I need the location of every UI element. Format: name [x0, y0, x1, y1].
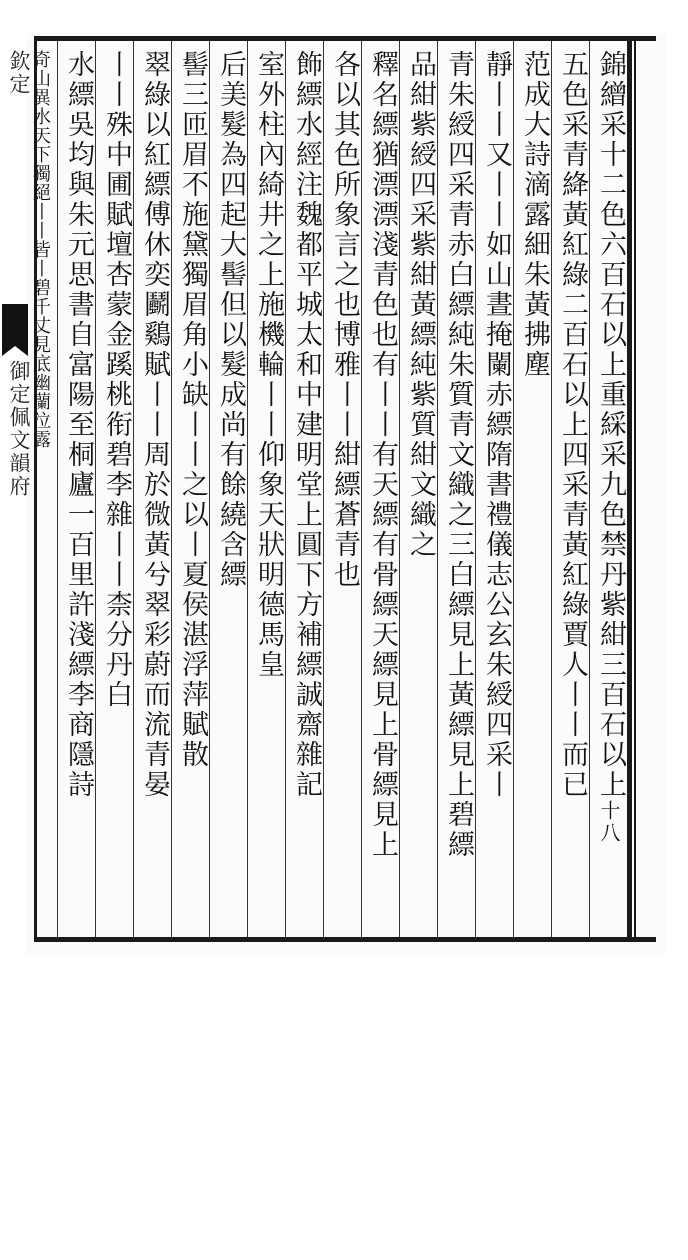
text-column-13: 翠綠以紅縹傅休奕鬬鷄賦丨丨周於微黃兮翠彩蔚而流青晏 — [139, 50, 170, 800]
text-column-11: 后美髮為四起大髻但以髮成尚有餘繞含縹 — [215, 50, 246, 590]
text-column-9: 飾縹水經注魏都平城太和中建明堂上圓下方補縹誠齋雜記 — [291, 50, 322, 800]
page-number: 十八 — [597, 800, 621, 844]
frame-border-top — [34, 36, 656, 41]
text-column-1: 錦繒采十二色六百石以上重綵采九色禁丹紫紺三百石以上 — [595, 50, 626, 800]
text-column-8: 各以其色所象言之也博雅丨丨紺縹蒼青也 — [329, 50, 360, 590]
text-column-5: 青朱綬四采青赤白縹純朱質青文織之三白縹見上黃縹見上碧縹 — [443, 50, 474, 860]
margin-header: 欽定 — [7, 50, 31, 96]
text-column-7: 釋名縹猶漂漂淺青色也有丨丨有天縹有骨縹天縹見上骨縹見上 — [367, 50, 398, 860]
frame-border-bottom — [34, 937, 656, 942]
margin-book-title: 御定佩文韻府 — [7, 360, 31, 498]
text-column-3: 范成大詩滴露細朱黃拂塵 — [519, 50, 550, 380]
text-column-12: 髻三匝眉不施黛獨眉角小缺丨丨之以丨夏侯湛浮萍賦散 — [177, 50, 208, 770]
text-column-4: 靜丨丨又丨丨如山晝掩闌赤縹隋書禮儀志公玄朱綬四采丨 — [481, 50, 512, 800]
frame-border-right-inner — [634, 36, 636, 942]
text-column-15: 水縹吳均與朱元思書自富陽至桐廬一百里許淺縹李商隱詩 — [63, 50, 94, 800]
text-column-6: 品紺紫綬四采紫紺黃縹純紫質紺文織之 — [405, 50, 436, 560]
text-column-2: 五色采青絳黃紅綠二百石以上四采青黃紅綠賈人丨丨而已 — [557, 50, 588, 800]
text-column-16: 奇山異水天下獨絕丨丨皆丨碧千丈見底幽蘭泣露 — [30, 50, 51, 449]
text-column-14: 丨丨殊中圃賦壇杏蒙金蹊桃衔碧李雜丨丨柰分丹白 — [101, 50, 132, 710]
text-column-10: 室外柱內綺井之上施機輪丨丨仰象天狀明德馬皇 — [253, 50, 284, 680]
